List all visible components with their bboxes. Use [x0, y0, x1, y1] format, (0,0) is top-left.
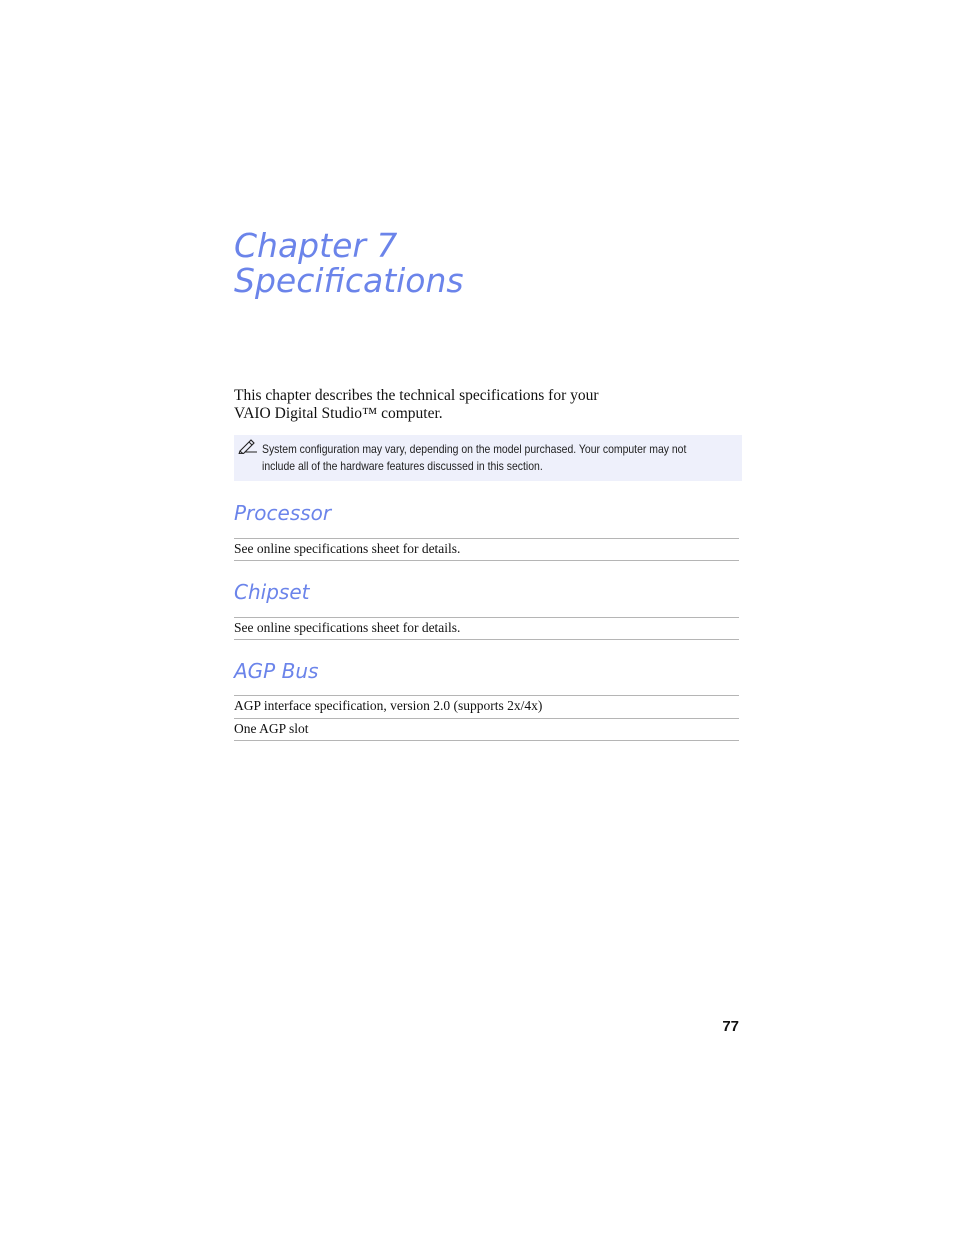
note-line-2: include all of the hardware features discussed in this section. — [262, 460, 543, 473]
chapter-name: Specifications — [234, 261, 464, 300]
section-heading-agp-bus: AGP Bus — [234, 659, 319, 683]
pencil-note-icon — [238, 438, 258, 454]
spec-row-agp-slot: One AGP slot — [234, 718, 739, 741]
spec-row-agp-interface: AGP interface specification, version 2.0 (supports 2x/4x) — [234, 695, 739, 717]
note-box — [234, 435, 742, 481]
note-text — [262, 441, 734, 475]
chapter-title — [234, 228, 464, 298]
page-number: 77 — [722, 1018, 739, 1035]
section-heading-processor: Processor — [234, 501, 332, 525]
chapter-number: Chapter 7 — [234, 226, 398, 265]
note-line-1: System configuration may vary, depending on the model purchased. Your computer may not — [262, 443, 687, 456]
section-heading-chipset: Chipset — [234, 580, 310, 604]
intro-line-1: This chapter describes the technical specifications for your — [234, 387, 599, 404]
spec-row-processor: See online specifications sheet for details. — [234, 538, 739, 561]
intro-line-2: VAIO Digital Studio™ computer. — [234, 405, 443, 422]
spec-row-chipset: See online specifications sheet for details. — [234, 617, 739, 640]
intro-paragraph — [234, 387, 674, 423]
